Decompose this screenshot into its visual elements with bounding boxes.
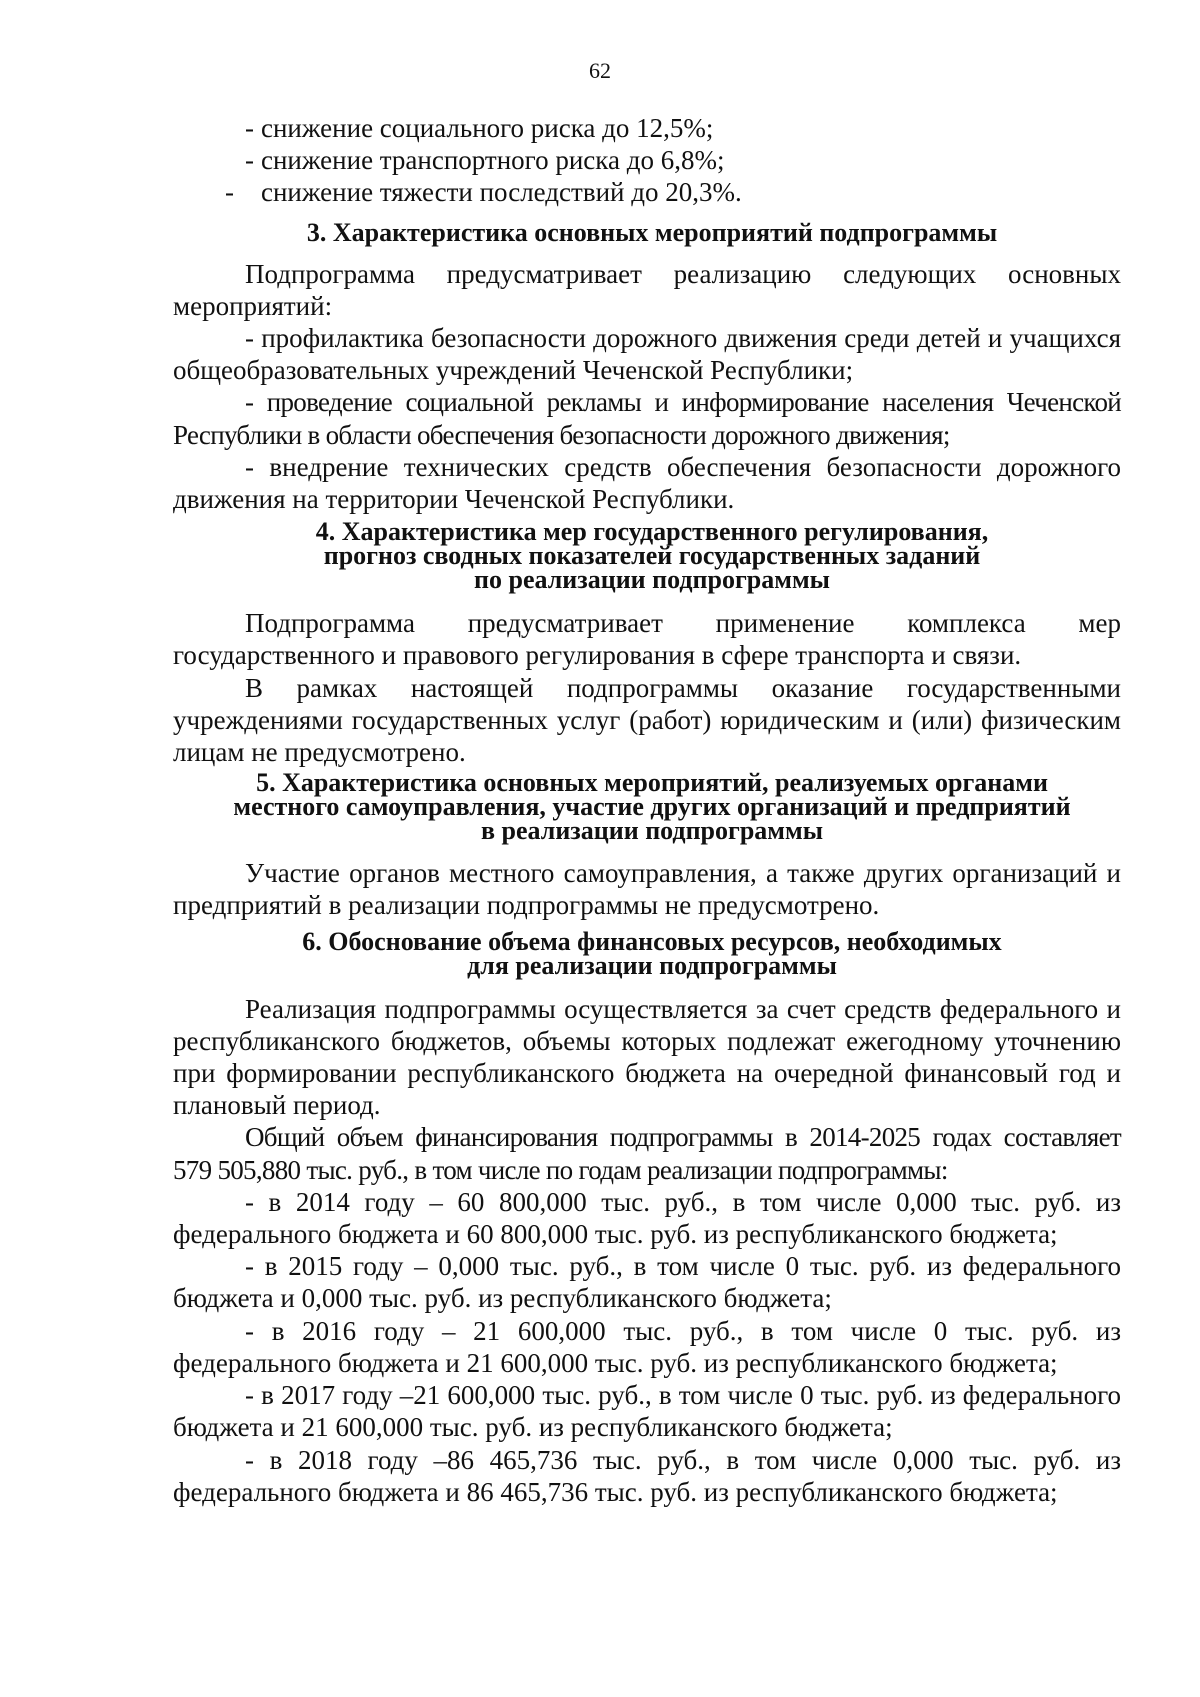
document-body xyxy=(173,112,1121,1508)
section-3-item: - проведение социальной рекламы и информирование населения Чеченской Республики в области обеспечения безопасности дорожного движения; xyxy=(173,387,1121,450)
section-4-paragraph: В рамках настоящей подпрограммы оказание государственными учреждениями государственных услуг (работ) юридическим и (или) физическим лицам не предусмотрено. xyxy=(173,672,1121,768)
section-6-heading: 6. Обоснование объема финансовых ресурсов, необходимых для реализации подпрограммы xyxy=(302,926,1002,980)
section-3-item: - профилактика безопасности дорожного движения среди детей и учащихся общеобразовательных учреждений Чеченской Республики; xyxy=(173,323,1121,386)
section-3-heading: 3. Характеристика основных мероприятий подпрограммы xyxy=(306,217,998,247)
section-6-paragraph: Реализация подпрограммы осуществляется за счет средств федерального и республиканского бюджетов, объемы которых подлежат ежегодному уточнению при формировании республиканского бюджета на очередной финансовый год и плановый период. xyxy=(173,993,1121,1121)
funding-year-item: - в 2016 году – 21 600,000 тыс. руб., в том числе 0 тыс. руб. из федерального бюджета и 21 600,000 тыс. руб. из республиканского бюджета; xyxy=(173,1315,1121,1378)
list-dash: - xyxy=(225,177,234,208)
list-dash: - xyxy=(245,145,254,176)
funding-year-item: - в 2017 году –21 600,000 тыс. руб., в том числе 0 тыс. руб. из федерального бюджета и 21 600,000 тыс. руб. из республиканского бюджета; xyxy=(173,1380,1121,1443)
section-6-total-paragraph: Общий объем финансирования подпрограммы в 2014-2025 годах составляет 579 505,880 тыс. руб., в том числе по годам реализации подпрограммы: xyxy=(173,1122,1121,1185)
risk-list-item: - снижение тяжести последствий до 20,3%. xyxy=(225,177,742,208)
section-5-heading: 5. Характеристика основных мероприятий, реализуемых органами местного самоуправления, участие других организаций и предприятий в реализации подпрограммы xyxy=(233,768,1071,846)
risk-list-item: - снижение транспортного риска до 6,8%; xyxy=(245,145,725,176)
funding-year-item: - в 2014 году – 60 800,000 тыс. руб., в том числе 0,000 тыс. руб. из федерального бюджета и 60 800,000 тыс. руб. из республиканского бюджета; xyxy=(173,1186,1121,1250)
page-number: 62 xyxy=(589,58,611,83)
section-4-heading: 4. Характеристика мер государственного регулирования, прогноз сводных показателей государственных заданий по реализации подпрограммы xyxy=(315,517,989,595)
section-4-paragraph: Подпрограмма предусматривает применение комплекса мер государственного и правового регулирования в сфере транспорта и связи. xyxy=(173,608,1121,671)
section-5-paragraph: Участие органов местного самоуправления, а также других организаций и предприятий в реализации подпрограммы не предусмотрено. xyxy=(173,858,1121,921)
list-dash: - xyxy=(245,113,254,143)
funding-year-item: - в 2018 году –86 465,736 тыс. руб., в том числе 0,000 тыс. руб. из федерального бюджета и 86 465,736 тыс. руб. из республиканского бюджета; xyxy=(173,1444,1121,1507)
risk-list-item: - снижение социального риска до 12,5%; xyxy=(245,113,714,143)
section-3-item: - внедрение технических средств обеспечения безопасности дорожного движения на территории Чеченской Республики. xyxy=(173,451,1121,515)
section-3-intro: Подпрограмма предусматривает реализацию следующих основных мероприятий: xyxy=(173,258,1121,321)
funding-year-item: - в 2015 году – 0,000 тыс. руб., в том числе 0 тыс. руб. из федерального бюджета и 0,000 тыс. руб. из республиканского бюджета; xyxy=(173,1251,1121,1314)
